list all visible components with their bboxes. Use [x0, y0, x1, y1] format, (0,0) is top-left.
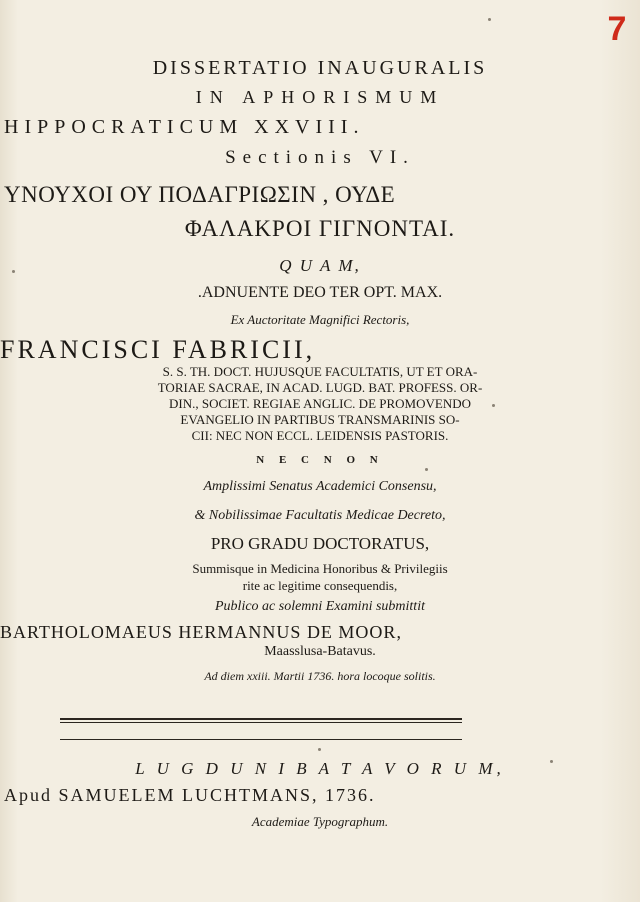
imprint-printer: Apud SAMUELEM LUCHTMANS, 1736.	[4, 785, 376, 805]
title-line-4: Sectionis VI.	[225, 147, 415, 168]
summisque-line-2: rite ac legitime consequendis,	[242, 578, 398, 593]
double-rule-lower	[60, 722, 462, 723]
rector-title-2: TORIAE SACRAE, IN ACAD. LUGD. BAT. PROFESS. OR-	[157, 380, 483, 395]
facultatis-line: & Nobilissimae Facultatis Medicae Decreto,	[194, 508, 446, 523]
rector-title-4: EVANGELIO IN PARTIBUS TRANSMARINIS SO-	[180, 412, 460, 427]
title-line-1: DISSERTATIO INAUGURALIS	[152, 57, 488, 79]
rector-name: FRANCISCI FABRICII,	[0, 335, 316, 364]
page-number-stamp: 7	[607, 10, 627, 48]
imprint-role: Academiae Typographum.	[251, 814, 389, 829]
title-line-2: IN APHORISMUM	[195, 87, 445, 107]
paper-speck	[318, 748, 321, 751]
paper-speck	[492, 404, 495, 407]
title-line-3: HIPPOCRATICUM XXVIII.	[4, 116, 365, 138]
nec-non-line: N E C N O N	[256, 454, 384, 466]
rector-title-5: CII: NEC NON ECCL. LEIDENSIS PASTORIS.	[191, 428, 449, 443]
ex-auctoritate-line: Ex Auctoritate Magnifici Rectoris,	[230, 312, 410, 327]
rector-title-1: S. S. TH. DOCT. HUJUSQUE FACULTATIS, UT ET ORA-	[162, 364, 478, 379]
rector-title-3: DIN., SOCIET. REGIAE ANGLIC. DE PROMOVENDO	[169, 396, 471, 411]
pro-gradu-line: PRO GRADU DOCTORATUS,	[210, 534, 430, 553]
single-rule	[60, 739, 462, 740]
greek-line-2: ΦΑΛΑΚΡΟΙ ΓΙΓΝΟΝΤΑΙ.	[184, 216, 456, 241]
adnuente-line: .ADNUENTE DEO TER OPT. MAX.	[197, 284, 443, 301]
summisque-line-1: Summisque in Medicina Honoribus & Privilegiis	[192, 561, 448, 576]
double-rule-upper	[60, 718, 462, 720]
date-line: Ad diem xxiii. Martii 1736. hora locoque solitis.	[204, 669, 436, 683]
quam-line: Q U A M,	[279, 256, 361, 275]
publico-line: Publico ac solemni Examini submittit	[215, 599, 425, 614]
author-name: BARTHOLOMAEUS HERMANNUS DE MOOR,	[0, 622, 402, 642]
senatus-line: Amplissimi Senatus Academici Consensu,	[203, 479, 437, 494]
paper-speck	[550, 760, 553, 763]
paper-speck	[12, 270, 15, 273]
origin-line: Maasslusa-Batavus.	[264, 644, 376, 659]
greek-line-1: ΥΝΟΥΧΟΙ ΟΥ ΠΟΔΑΓΡΙΩΣΙΝ , ΟΥΔΕ	[4, 182, 396, 207]
imprint-city: L U G D U N I B A T A V O R U M,	[135, 759, 505, 778]
paper-speck	[425, 468, 428, 471]
paper-speck	[488, 18, 491, 21]
